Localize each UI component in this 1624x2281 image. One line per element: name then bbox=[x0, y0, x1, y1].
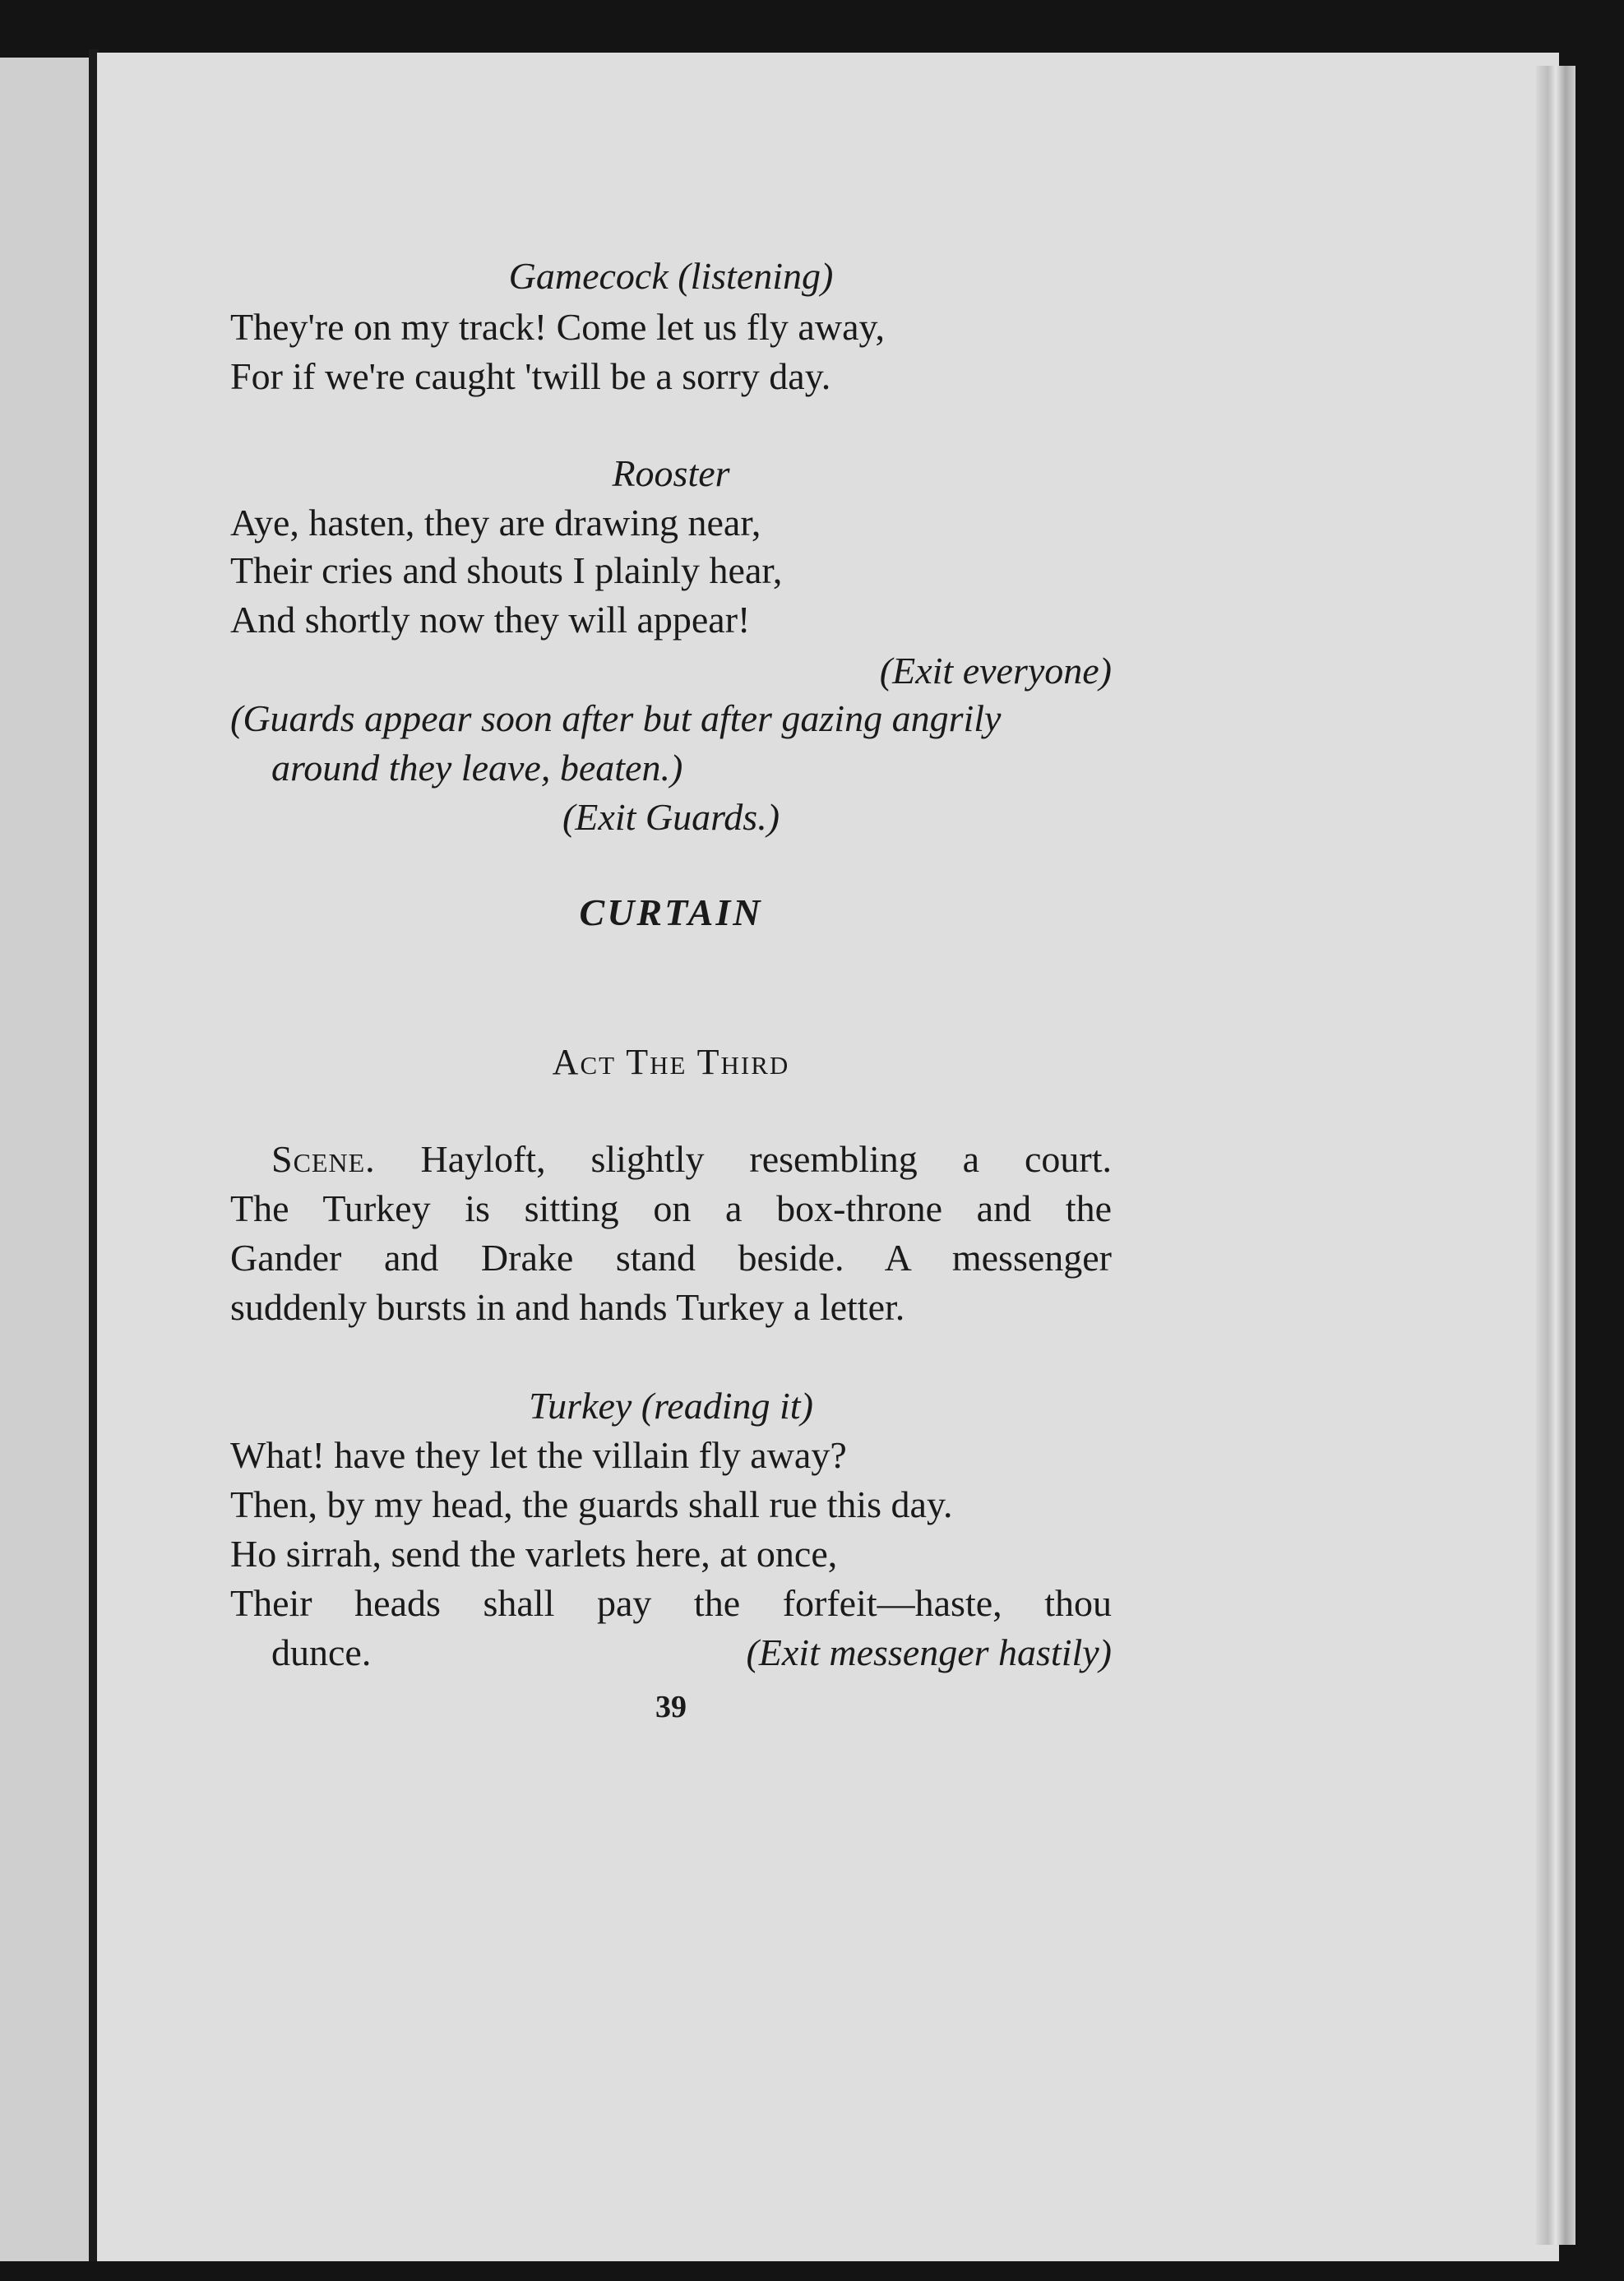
rooster-heading: Rooster bbox=[612, 452, 730, 494]
curtain-heading: CURTAIN bbox=[579, 891, 763, 933]
verse-line: Aye, hasten, they are drawing near, bbox=[230, 502, 761, 544]
stage-direction: (listening) bbox=[678, 255, 834, 297]
verse-line: Then, by my head, the guards shall rue this day. bbox=[230, 1483, 953, 1525]
verse-line: Their heads shall pay the forfeit—haste, thou bbox=[230, 1582, 1112, 1624]
speaker-name: Turkey bbox=[529, 1385, 632, 1427]
scene-line: suddenly bursts in and hands Turkey a letter. bbox=[230, 1286, 905, 1328]
facing-page-edge bbox=[0, 58, 90, 2261]
scene-line: Gander and Drake stand beside. A messenger bbox=[230, 1237, 1112, 1279]
scene-line bbox=[230, 1135, 1112, 1184]
verse-end-word: dunce. bbox=[271, 1631, 372, 1673]
scene-line: The Turkey is sitting on a box-throne and the bbox=[230, 1187, 1112, 1229]
speaker-name: Gamecock bbox=[508, 255, 669, 297]
stage-direction: (Exit everyone) bbox=[879, 650, 1112, 692]
stage-direction: (Exit Guards.) bbox=[562, 796, 780, 838]
verse-line: Ho sirrah, send the varlets here, at once, bbox=[230, 1533, 838, 1575]
verse-line: For if we're caught 'twill be a sorry day. bbox=[230, 355, 831, 397]
turkey-heading bbox=[230, 1381, 1112, 1431]
page-number: 39 bbox=[655, 1690, 687, 1724]
stage-direction: (reading it) bbox=[641, 1385, 813, 1427]
verse-line: What! have they let the villain fly away? bbox=[230, 1434, 847, 1476]
stage-direction: (Guards appear soon after but after gazing angrily bbox=[230, 697, 1002, 739]
act-title: Act The Third bbox=[552, 1042, 790, 1082]
stage-direction: (Exit messenger hastily) bbox=[746, 1631, 1112, 1673]
gamecock-heading bbox=[230, 252, 1112, 301]
verse-line: And shortly now they will appear! bbox=[230, 599, 751, 641]
verse-line: Their cries and shouts I plainly hear, bbox=[230, 549, 783, 591]
scene-text: Hayloft, slightly resembling a court. bbox=[420, 1138, 1112, 1180]
scene-label: Scene. bbox=[271, 1138, 376, 1180]
stage-direction: around they leave, beaten.) bbox=[271, 747, 683, 789]
verse-line bbox=[230, 1628, 1112, 1677]
page-edges bbox=[1536, 66, 1575, 2245]
verse-line: They're on my track! Come let us fly away, bbox=[230, 306, 885, 348]
